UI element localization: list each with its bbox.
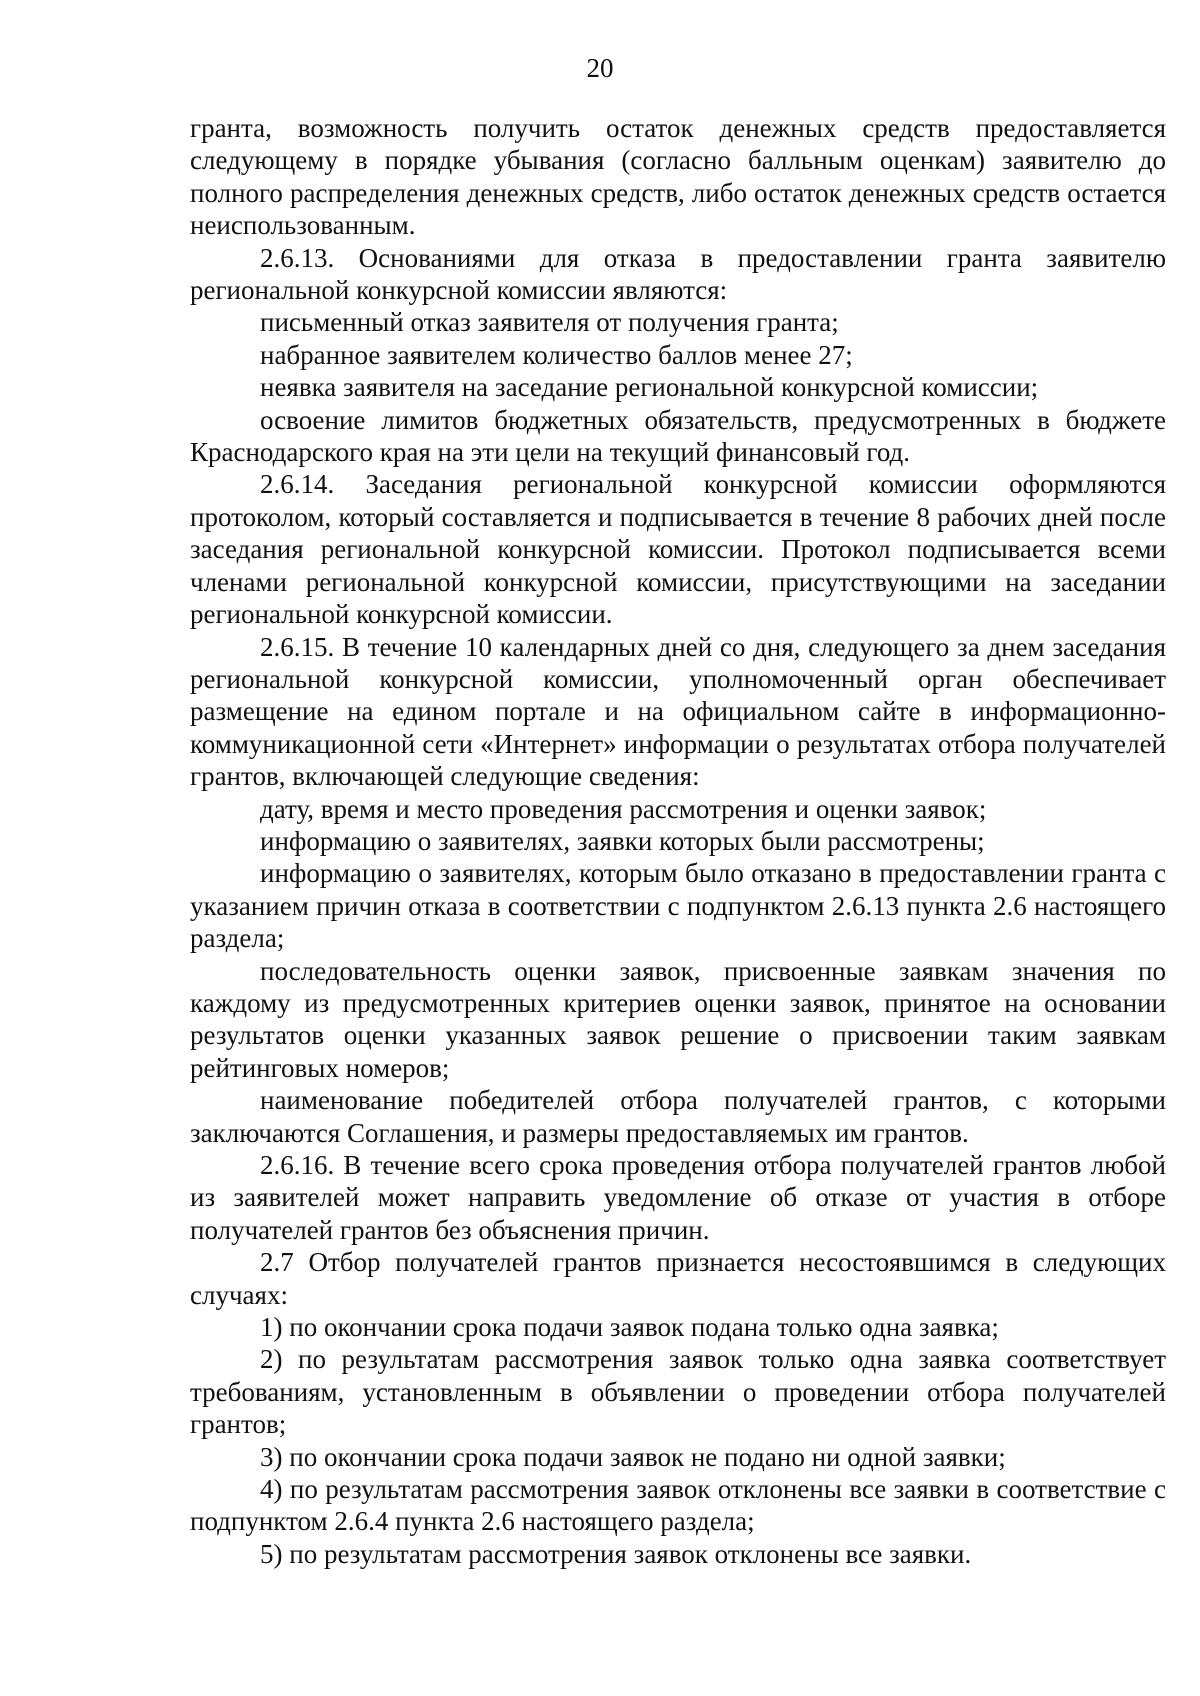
list-item: последовательность оценки заявок, присвоенные заявкам значения по каждому из предусмотренных критериев оценки заявок, принятое на основании результатов оценки указанных заявок решение о присвоении таким заявкам рейтинговых номеров; xyxy=(190,955,1166,1083)
list-item: 4) по результатам рассмотрения заявок отклонены все заявки в соответствие с подпунктом 2.6.4 пункта 2.6 настоящего раздела; xyxy=(190,1474,1166,1537)
paragraph: 2.7 Отбор получателей грантов признается несостоявшимся в следующих случаях: xyxy=(190,1247,1166,1310)
list-item: 3) по окончании срока подачи заявок не подано ни одной заявки; xyxy=(260,1441,1006,1472)
list-item: набранное заявителем количество баллов менее 27; xyxy=(260,339,853,370)
paragraph: гранта, возможность получить остаток денежных средств предоставляется следующему в порядке убывания (согласно балльным оценкам) заявителю до полного распределения денежных средств, либо остаток денежных средств остается неиспользованным. xyxy=(190,113,1166,241)
list-item: освоение лимитов бюджетных обязательств, предусмотренных в бюджете Краснодарского края на эти цели на текущий финансовый год. xyxy=(190,404,1166,468)
list-item: 5) по результатам рассмотрения заявок отклонены все заявки. xyxy=(260,1538,972,1569)
paragraph: 2.6.13. Основаниями для отказа в предоставлении гранта заявителю региональной конкурсной комиссии являются: xyxy=(190,242,1166,306)
list-item: письменный отказ заявителя от получения гранта; xyxy=(260,307,839,338)
list-item: информацию о заявителях, заявки которых были рассмотрены; xyxy=(260,825,985,856)
list-item: неявка заявителя на заседание региональной конкурсной комиссии; xyxy=(260,372,1039,403)
list-item: дату, время и место проведения рассмотрения и оценки заявок; xyxy=(260,793,987,824)
list-item: наименование победителей отбора получателей грантов, с которыми заключаются Соглашения, и размеры предоставляемых им грантов. xyxy=(190,1085,1166,1148)
list-item: информацию о заявителях, которым было отказано в предоставлении гранта с указанием причин отказа в соответствии с подпунктом 2.6.13 пункта 2.6 настоящего раздела; xyxy=(190,858,1166,954)
page-number: 20 xyxy=(586,53,614,83)
paragraph: 2.6.16. В течение всего срока проведения отбора получателей грантов любой из заявителей может направить уведомление об отказе от участия в отборе получателей грантов без объяснения причин. xyxy=(190,1150,1166,1245)
list-item: 2) по результатам рассмотрения заявок только одна заявка соответствует требованиям, установленным в объявлении о проведении отбора получателей грантов; xyxy=(190,1344,1166,1440)
paragraph: 2.6.15. В течение 10 календарных дней со дня, следующего за днем заседания региональной конкурсной комиссии, уполномоченный орган обеспечивает размещение на едином портале и на официальном сайте в информационно-коммуникационной сети «Интернет» информации о результатах отбора получателей грантов, включающей следующие сведения: xyxy=(190,631,1166,792)
paragraph: 2.6.14. Заседания региональной конкурсной комиссии оформляются протоколом, который составляется и подписывается в течение 8 рабочих дней после заседания региональной конкурсной комиссии. Протокол подписывается всеми членами региональной конкурсной комиссии, присутствующими на заседании региональной конкурсной комиссии. xyxy=(190,469,1166,630)
list-item: 1) по окончании срока подачи заявок подана только одна заявка; xyxy=(260,1312,999,1343)
document-body xyxy=(190,112,1166,1570)
